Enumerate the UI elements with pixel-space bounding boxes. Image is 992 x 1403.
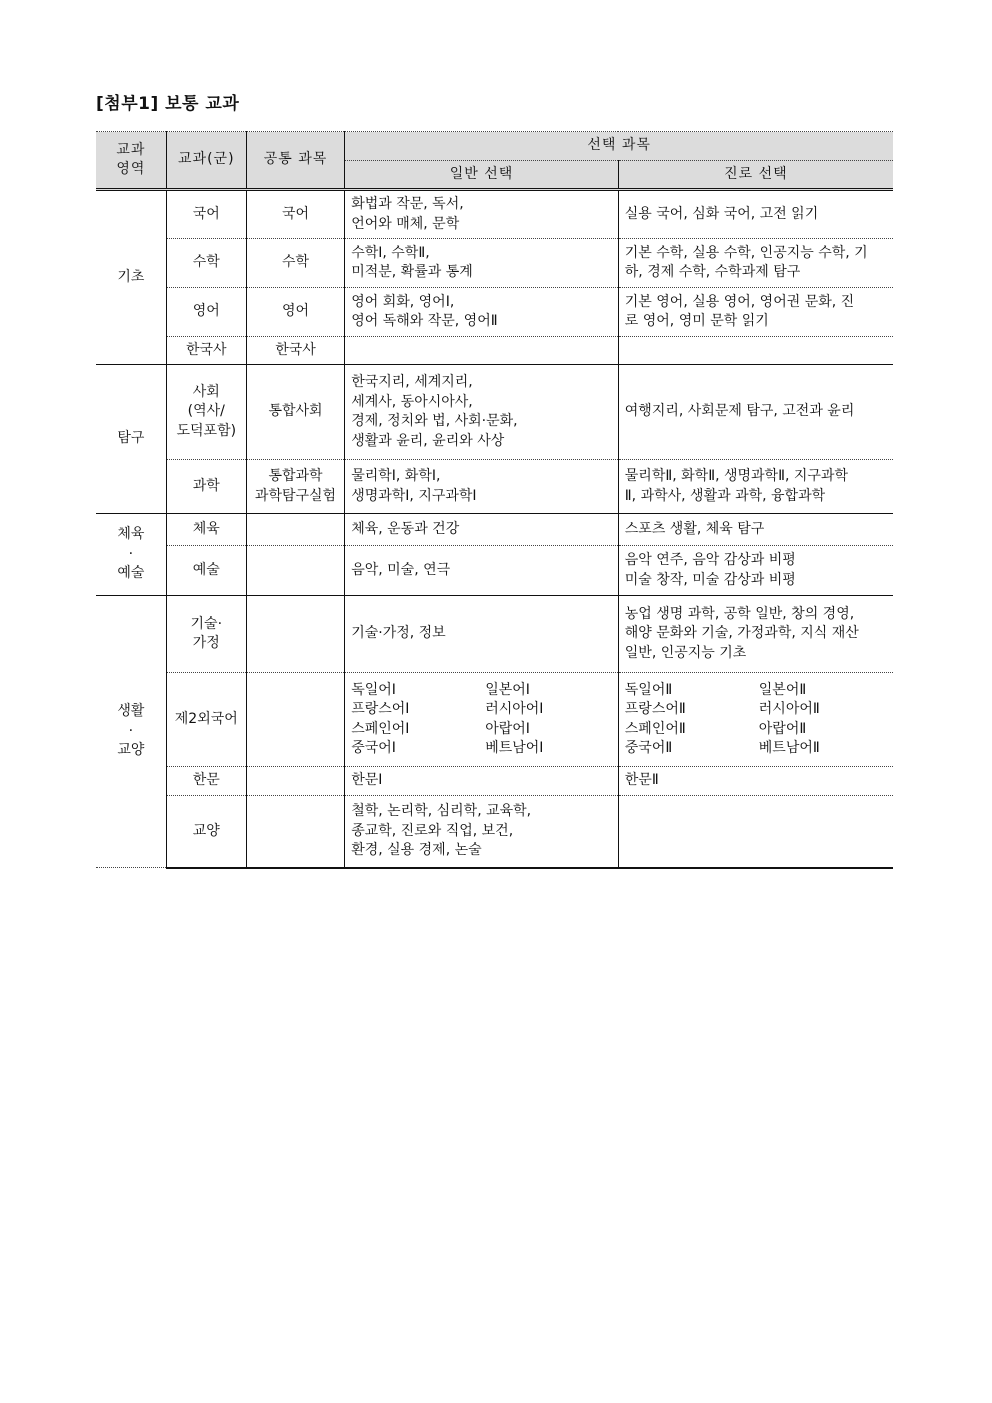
cell-line: 생활 <box>117 703 145 720</box>
group-cell <box>166 767 246 796</box>
general-cell <box>345 239 619 288</box>
language-item: 스페인어Ⅰ <box>351 720 410 737</box>
language-item: 중국어Ⅰ <box>351 740 396 756</box>
header-row-1 <box>96 132 893 161</box>
general-cell <box>345 673 619 767</box>
language-item: 중국어Ⅱ <box>624 740 673 756</box>
cell-line: 탐구 <box>117 430 145 447</box>
general-cell <box>345 767 619 796</box>
language-grid <box>351 681 612 759</box>
language-grid <box>625 681 887 759</box>
cell-line: 환경, 실용 경제, 논술 <box>351 842 482 858</box>
cell-line: 영어 <box>192 303 220 320</box>
table-row <box>96 460 893 514</box>
cell-line: 과학 <box>192 477 220 494</box>
table-row <box>96 767 893 796</box>
table-row <box>96 596 893 673</box>
table-row <box>96 190 893 239</box>
cell-line: · <box>128 545 134 562</box>
table-row <box>96 796 893 868</box>
cell-line: 한문Ⅱ <box>624 772 659 789</box>
cell-line: 철학, 논리학, 심리학, 교육학, <box>351 803 532 819</box>
header-elective: 선택 과목 <box>345 132 893 161</box>
cell-line: 국어 <box>281 205 310 222</box>
common-cell <box>246 673 344 767</box>
area-pe-art <box>96 514 166 596</box>
group-cell <box>166 673 246 767</box>
cell-line: 스포츠 생활, 체육 탐구 <box>624 520 765 537</box>
career-cell <box>618 546 893 596</box>
career-cell <box>618 514 893 546</box>
area-life <box>96 596 166 868</box>
career-cell <box>618 767 893 796</box>
area-basic <box>96 190 166 365</box>
common-cell <box>246 365 344 460</box>
common-cell <box>246 288 344 337</box>
general-cell <box>345 365 619 460</box>
common-cell <box>246 190 344 239</box>
career-cell <box>618 190 893 239</box>
table-row <box>96 546 893 596</box>
general-cell <box>345 190 619 239</box>
cell-line: 체육 <box>192 520 220 537</box>
table-row <box>96 365 893 460</box>
career-cell <box>618 239 893 288</box>
cell-line: 해양 문화와 기술, 가정과학, 지식 재산 <box>624 625 859 642</box>
header-career: 진로 선택 <box>618 161 893 190</box>
cell-line: 기초 <box>117 268 145 285</box>
career-cell <box>618 673 893 767</box>
general-cell <box>345 288 619 337</box>
general-cell <box>345 460 619 514</box>
cell-line: 교과 <box>116 141 146 158</box>
table-row <box>96 514 893 546</box>
cell-line: 기본 수학, 실용 수학, 인공지능 수학, 기 <box>624 244 868 261</box>
group-cell <box>166 796 246 868</box>
cell-line: 영역 <box>116 161 146 177</box>
document-title: [첨부1] 보통 교과 <box>96 94 240 114</box>
cell-line: 생활과 윤리, 윤리와 사상 <box>351 432 505 449</box>
group-cell <box>166 365 246 460</box>
header-area <box>96 132 166 190</box>
language-item: 스페인어Ⅱ <box>624 720 686 737</box>
cell-line: 한문 <box>192 772 220 789</box>
cell-line: 교양 <box>192 822 220 839</box>
cell-line: 한국사 <box>186 341 227 358</box>
table-row <box>96 288 893 337</box>
general-cell <box>345 514 619 546</box>
career-cell <box>618 796 893 868</box>
header-common: 공통 과목 <box>246 132 344 190</box>
cell-line: 물리학Ⅱ, 화학Ⅱ, 생명과학Ⅱ, 지구과학 <box>624 468 848 484</box>
cell-line: 사회 <box>192 383 220 400</box>
cell-line: 생명과학Ⅰ, 지구과학Ⅰ <box>351 487 477 504</box>
cell-line: 체육, 운동과 건강 <box>351 520 460 537</box>
curriculum-table <box>96 131 893 869</box>
group-cell <box>166 337 246 365</box>
table-row <box>96 239 893 288</box>
career-cell <box>618 365 893 460</box>
cell-line: 한문Ⅰ <box>351 772 383 789</box>
cell-line: 음악 연주, 음악 감상과 비평 <box>624 552 796 568</box>
cell-line: 예술 <box>117 565 145 582</box>
cell-line: 국어 <box>192 205 220 222</box>
cell-line: 농업 생명 과학, 공학 일반, 창의 경영, <box>624 605 855 622</box>
cell-line: 로 영어, 영미 문학 읽기 <box>624 313 769 329</box>
cell-line: 화법과 작문, 독서, <box>351 196 464 212</box>
language-item: 베트남어Ⅰ <box>485 740 544 756</box>
language-item: 프랑스어Ⅱ <box>624 701 686 717</box>
common-cell <box>246 239 344 288</box>
cell-line: 기술· <box>190 615 223 632</box>
cell-line: (역사/ <box>187 403 225 420</box>
cell-line: 기술·가정, 정보 <box>351 625 446 642</box>
career-cell <box>618 460 893 514</box>
general-cell <box>345 337 619 365</box>
cell-line: 세계사, 동아시아사, <box>351 393 473 410</box>
common-cell <box>246 596 344 673</box>
language-item: 러시아어Ⅰ <box>485 701 544 717</box>
career-cell <box>618 288 893 337</box>
cell-line: 언어와 매체, 문학 <box>351 215 460 232</box>
cell-line: 영어 회화, 영어Ⅰ, <box>351 293 455 310</box>
cell-line: 과학탐구실험 <box>254 487 337 504</box>
cell-line: 음악, 미술, 연극 <box>351 561 451 578</box>
cell-line: 수학 <box>192 254 220 271</box>
table-row <box>96 337 893 365</box>
header-group: 교과(군) <box>166 132 246 190</box>
cell-line: 수학Ⅰ, 수학Ⅱ, <box>351 244 430 261</box>
cell-line: 예술 <box>192 561 220 578</box>
cell-line: 한국사 <box>275 341 316 358</box>
cell-line: 종교학, 진로와 직업, 보건, <box>351 822 514 839</box>
cell-line: Ⅱ, 과학사, 생활과 과학, 융합과학 <box>624 487 826 504</box>
general-cell <box>345 546 619 596</box>
group-cell <box>166 239 246 288</box>
career-cell <box>618 596 893 673</box>
area-inquiry <box>96 365 166 514</box>
common-cell <box>246 460 344 514</box>
career-cell <box>618 337 893 365</box>
language-item: 러시아어Ⅱ <box>758 701 820 717</box>
cell-line: 교양 <box>117 742 145 759</box>
cell-line: 미적분, 확률과 통계 <box>351 264 473 280</box>
cell-line: · <box>128 722 134 739</box>
common-cell <box>246 546 344 596</box>
language-item: 베트남어Ⅱ <box>758 740 820 756</box>
cell-line: 제2외국어 <box>174 710 238 727</box>
language-item: 독일어Ⅰ <box>351 681 396 698</box>
cell-line: 경제, 정치와 법, 사회·문화, <box>351 413 518 429</box>
header-general: 일반 선택 <box>345 161 619 190</box>
cell-line: 기본 영어, 실용 영어, 영어권 문화, 진 <box>624 293 855 310</box>
language-item: 아랍어Ⅱ <box>758 720 807 737</box>
group-cell <box>166 190 246 239</box>
common-cell <box>246 337 344 365</box>
cell-line: 영어 독해와 작문, 영어Ⅱ <box>351 313 498 329</box>
cell-line: 통합사회 <box>268 403 323 420</box>
cell-line: 한국지리, 세계지리, <box>351 374 473 390</box>
common-cell <box>246 514 344 546</box>
group-cell <box>166 596 246 673</box>
language-item: 아랍어Ⅰ <box>485 720 530 737</box>
cell-line: 실용 국어, 심화 국어, 고전 읽기 <box>624 205 819 222</box>
cell-line: 도덕포함) <box>176 422 237 439</box>
cell-line: 체육 <box>117 526 145 543</box>
common-cell <box>246 796 344 868</box>
language-item: 독일어Ⅱ <box>624 681 673 698</box>
cell-line: 여행지리, 사회문제 탐구, 고전과 윤리 <box>624 403 855 420</box>
general-cell <box>345 596 619 673</box>
cell-line: 가정 <box>192 635 220 651</box>
language-item: 일본어Ⅰ <box>485 681 530 698</box>
cell-line: 하, 경제 수학, 수학과제 탐구 <box>624 264 801 280</box>
group-cell <box>166 288 246 337</box>
language-item: 프랑스어Ⅰ <box>351 701 410 717</box>
cell-line: 수학 <box>281 254 310 271</box>
cell-line: 일반, 인공지능 기초 <box>624 644 747 661</box>
group-cell <box>166 460 246 514</box>
group-cell <box>166 546 246 596</box>
cell-line: 통합과학 <box>268 468 323 484</box>
group-cell <box>166 514 246 546</box>
language-item: 일본어Ⅱ <box>758 681 807 698</box>
general-cell <box>345 796 619 868</box>
cell-line: 미술 창작, 미술 감상과 비평 <box>624 571 796 588</box>
cell-line: 물리학Ⅰ, 화학Ⅰ, <box>351 468 441 484</box>
common-cell <box>246 767 344 796</box>
cell-line: 영어 <box>281 303 310 320</box>
table-row <box>96 673 893 767</box>
